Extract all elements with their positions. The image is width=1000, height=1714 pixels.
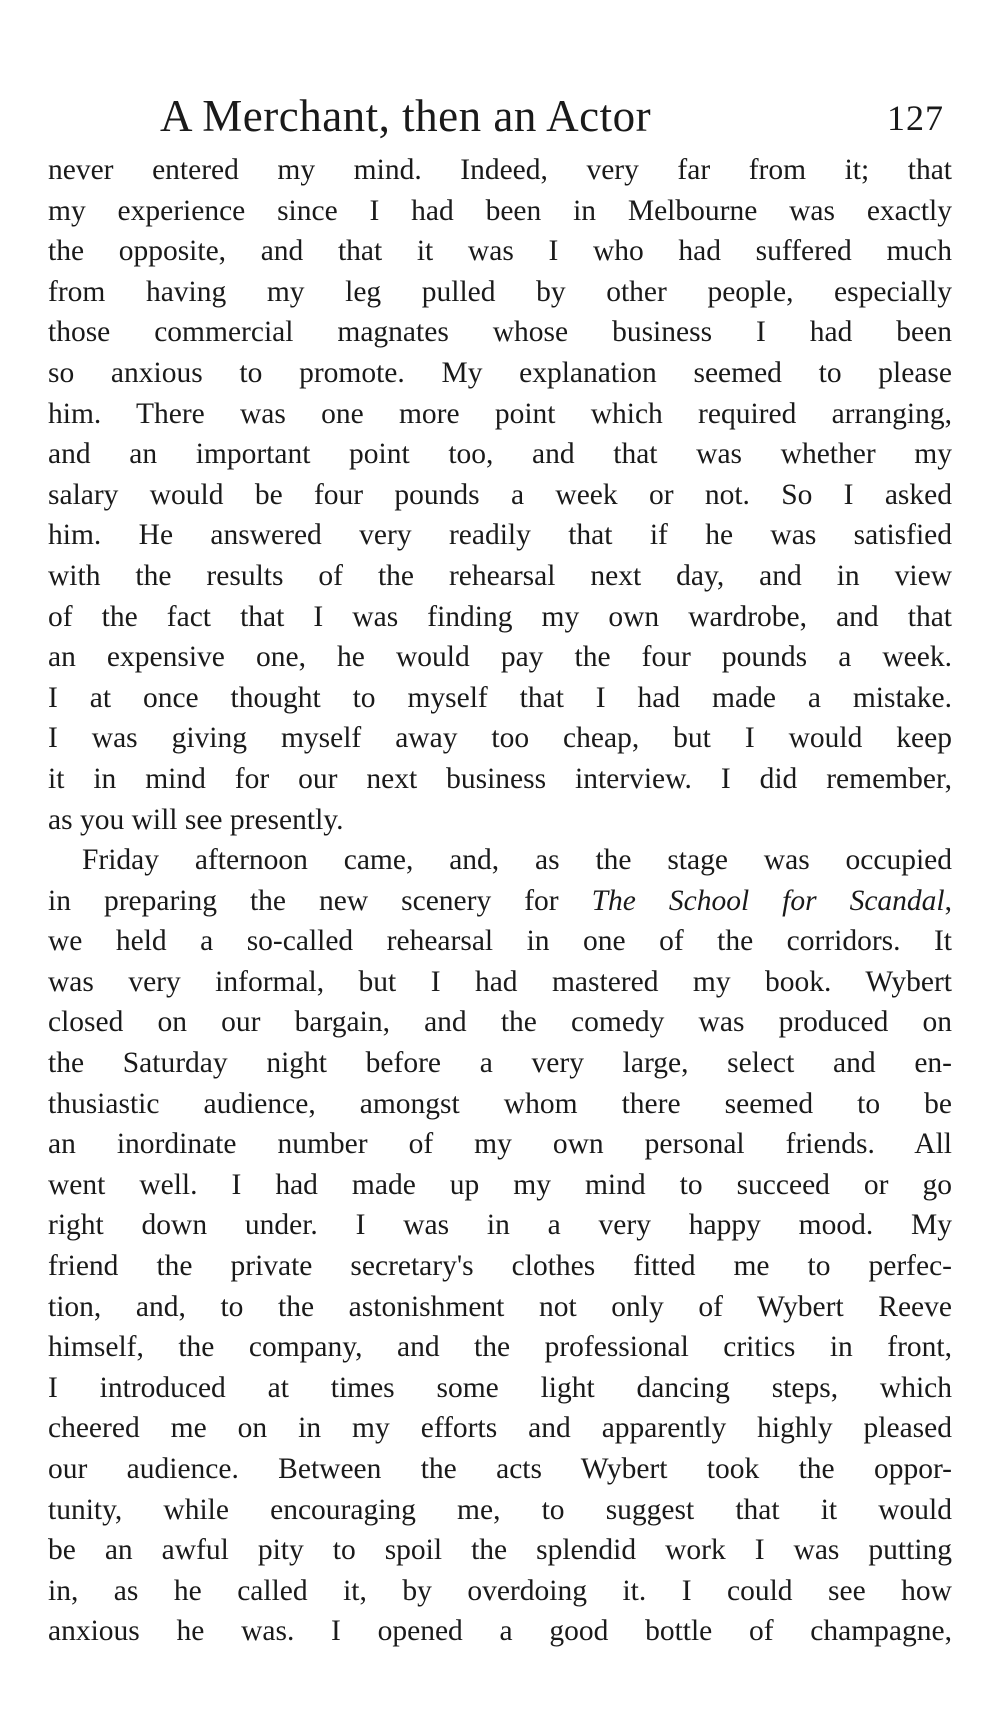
play-title: The School for Scandal <box>591 884 945 917</box>
text-line: the Saturday night before a very large, select and en- <box>48 1047 952 1080</box>
text-line: so anxious to promote. My explanation seemed to please <box>48 356 952 389</box>
text-line: closed on our bargain, and the comedy was produced on <box>48 1006 952 1039</box>
body-text <box>48 150 952 1652</box>
text-line: thusiastic audience, amongst whom there seemed to be <box>48 1087 952 1120</box>
text-line: our audience. Between the acts Wybert took the oppor- <box>48 1453 952 1485</box>
text-line: him. There was one more point which required arranging, <box>48 397 952 430</box>
text-line: it in mind for our next business interview. I did remember, <box>48 762 952 795</box>
paragraph-start-line: Friday afternoon came, and, as the stage was occupied <box>82 844 952 877</box>
text-line: from having my leg pulled by other people, especially <box>48 275 952 308</box>
text-line: friend the private secretary's clothes fitted me to perfec- <box>48 1250 952 1283</box>
text-line: tunity, while encouraging me, to suggest that it would <box>48 1493 952 1526</box>
text-line: tion, and, to the astonishment not only of Wybert Reeve <box>48 1290 952 1323</box>
text-line: with the results of the rehearsal next day, and in view <box>48 559 952 592</box>
text-line: we held a so-called rehearsal in one of the corridors. It <box>48 925 952 958</box>
text-line: I at once thought to myself that I had made a mistake. <box>48 681 952 714</box>
text-line: in preparing the new scenery for The School for Scandal, <box>48 884 952 917</box>
text-line: in, as he called it, by overdoing it. I could see how <box>48 1574 952 1607</box>
text-line: I was giving myself away too cheap, but I would keep <box>48 722 952 755</box>
text-line: cheered me on in my efforts and apparently highly pleased <box>48 1412 952 1445</box>
text-line: went well. I had made up my mind to succeed or go <box>48 1168 952 1201</box>
text-line: anxious he was. I opened a good bottle of champagne, <box>48 1615 952 1648</box>
text-line: and an important point too, and that was whether my <box>48 438 952 471</box>
text-line: never entered my mind. Indeed, very far from it; that <box>48 154 952 186</box>
text-line: I introduced at times some light dancing steps, which <box>48 1371 952 1404</box>
paragraph-end-line: as you will see presently. <box>48 803 344 836</box>
text-line: an expensive one, he would pay the four pounds a week. <box>48 641 952 674</box>
page-number: 127 <box>887 98 944 138</box>
running-header <box>48 86 952 146</box>
text-line: be an awful pity to spoil the splendid work I was putting <box>48 1534 952 1567</box>
running-title: A Merchant, then an Actor <box>160 91 652 141</box>
text-line: of the fact that I was finding my own wardrobe, and that <box>48 600 952 633</box>
text-line: right down under. I was in a very happy mood. My <box>48 1209 952 1242</box>
text-line: an inordinate number of my own personal friends. All <box>48 1128 952 1161</box>
text-line: himself, the company, and the professional critics in front, <box>48 1331 952 1364</box>
text-line: him. He answered very readily that if he was satisfied <box>48 519 952 552</box>
text-line: salary would be four pounds a week or not. So I asked <box>48 478 952 511</box>
text-line: my experience since I had been in Melbourne was exactly <box>48 194 952 227</box>
text-line: those commercial magnates whose business I had been <box>48 316 952 349</box>
text-line: was very informal, but I had mastered my book. Wybert <box>48 965 952 998</box>
text-line: the opposite, and that it was I who had suffered much <box>48 235 952 268</box>
